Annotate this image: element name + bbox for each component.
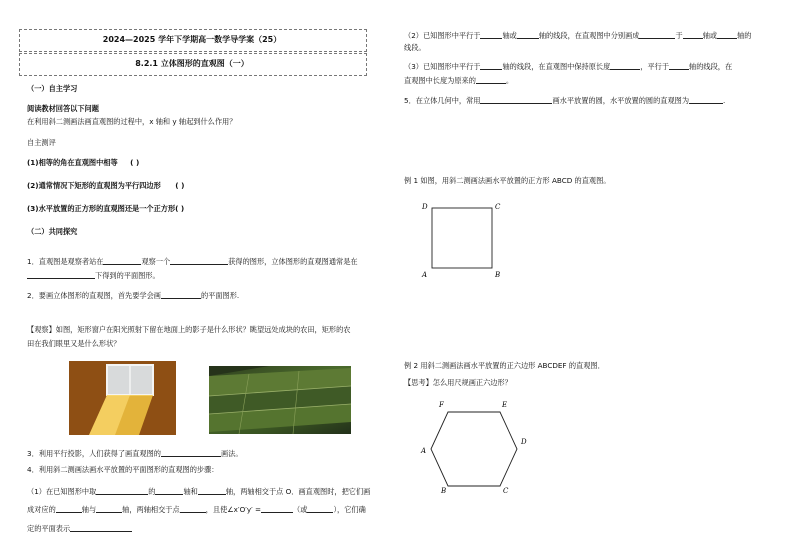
- para-5: [404, 95, 725, 106]
- r1-part-e: 轴或: [702, 31, 718, 40]
- step-2-line2: 线段。: [404, 43, 426, 52]
- s3-text: 定的平面表示: [27, 524, 71, 533]
- blank: [639, 30, 675, 39]
- p2-part-a: 2．要画立体图形的直观图，首先要学会画: [27, 291, 161, 300]
- blank: [476, 75, 506, 84]
- observe-line1: 【观察】如图，矩形窗户在阳光照射下留在地面上的影子是什么形状？眺望远处成块的农田，矩形的农: [27, 325, 351, 334]
- step-1-line1: [27, 486, 370, 497]
- para-1-line1: [27, 256, 358, 267]
- blank: [610, 61, 640, 70]
- p3-part-b: 画法。: [220, 449, 243, 458]
- blank: [180, 504, 206, 513]
- hex-label-c: C: [503, 487, 509, 495]
- square-abcd-figure: [415, 196, 510, 284]
- section-self-study: （一）自主学习: [27, 84, 78, 93]
- blank: [96, 486, 148, 495]
- r3-part-a: 5．在立体几何中，常用: [404, 96, 481, 105]
- r1-part-c: 轴的线段，在直观图中分别画成: [538, 31, 640, 40]
- self-test-heading: 自主测评: [27, 138, 56, 147]
- r2-part-f: 。: [505, 76, 514, 85]
- step-1-line2: [27, 504, 366, 515]
- observe-line2: 田在我们眼里又是什么形状？: [27, 339, 121, 348]
- hexagon-abcdef-figure: [418, 397, 533, 497]
- r3-part-b: 画水平放置的圆，水平放置的圆的直观图为: [552, 96, 690, 105]
- blank: [517, 30, 539, 39]
- blank: [480, 30, 502, 39]
- hex-label-d: D: [521, 438, 527, 446]
- test-item-3: (3)水平放置的正方形的直观图还是一个正方形( ): [27, 204, 185, 213]
- para-3: [27, 448, 243, 459]
- p1-part-c: 获得的图形，立体图形的直观图通常是在: [228, 257, 358, 266]
- test-item-1-paren: ( ): [130, 158, 140, 167]
- example-1: 例 1 如图，用斜二测画法画水平放置的正方形 ABCD 的直观图。: [404, 176, 611, 185]
- s2-part-f: ），它们确: [333, 505, 366, 514]
- p2-part-b: 的平面图形.: [200, 291, 240, 300]
- para-4: 4．利用斜二测画法画水平放置的平面图形的直观图的步骤：: [27, 465, 219, 474]
- example-2: 例 2 用斜二测画法画水平放置的正六边形 ABCDEF 的直观图．: [404, 361, 605, 370]
- page-title: 2024—2025 学年下学期高一数学导学案（25）: [102, 35, 282, 44]
- hex-label-e: E: [502, 401, 508, 409]
- reading-prompt: 阅读教材回答以下问题: [27, 104, 99, 113]
- blank: [170, 256, 228, 265]
- hex-label-a: A: [421, 447, 427, 455]
- hex-label-f: F: [439, 401, 444, 409]
- p3-part-a: 3．利用平行投影，人们获得了画直观图的: [27, 449, 161, 458]
- s1-part-d: 轴，两轴相交于点 O．画直观图时，把它们画: [225, 487, 371, 496]
- s1-part-c: 轴和: [183, 487, 198, 496]
- blank: [96, 504, 122, 513]
- hex-label-b: B: [441, 487, 447, 495]
- blank: [103, 256, 141, 265]
- test-item-2-paren: ( ): [175, 181, 185, 190]
- farmland-drawing: [209, 366, 351, 434]
- square-label-a: A: [422, 271, 428, 279]
- p1-part-b: 观察一个: [141, 257, 171, 266]
- s2-part-d: ，且使∠x′O′y′ =: [205, 505, 262, 514]
- blank: [198, 486, 226, 495]
- blank: [683, 30, 703, 39]
- para-1-line2: [27, 270, 160, 281]
- s1-part-a: （1）在已知图形中取: [27, 487, 97, 496]
- farmland-photo: [209, 366, 351, 434]
- r1-part-d: 于: [675, 31, 683, 40]
- step-2-line1: [404, 30, 751, 41]
- r2-part-b: 轴的线段，在直观图中保持原长度: [502, 62, 611, 71]
- page-subtitle: 8.2.1 立体图形的直观图（一）: [135, 59, 249, 68]
- blank: [689, 95, 726, 105]
- r1-part-a: （2）已知图形中平行于: [404, 31, 481, 40]
- s2-part-c: 轴，两轴相交于点: [122, 505, 180, 514]
- section-co-explore: （二）共同探究: [27, 227, 78, 236]
- blank: [27, 270, 95, 279]
- p1-part-a: 1．直观图是观察者站在: [27, 257, 104, 266]
- test-item-1-text: (1)相等的角在直观图中相等: [27, 158, 118, 167]
- think-prompt: 【思考】怎么用尺规画正六边形？: [404, 378, 512, 387]
- test-item-1: [27, 158, 139, 168]
- s2-part-e: （或: [293, 505, 308, 514]
- blank: [480, 95, 552, 104]
- p1-part-d: 下得到的平面图形。: [95, 271, 160, 280]
- r2-part-e: 直观图中长度为原来的: [404, 76, 476, 85]
- step-3-line2: [404, 75, 513, 86]
- r1-part-f: 轴的: [737, 31, 752, 40]
- r2-part-c: ，平行于: [640, 62, 670, 71]
- test-item-2-text: (2)通常情况下矩形的直观图为平行四边形: [27, 181, 161, 190]
- blank: [155, 486, 183, 495]
- square-label-d: D: [422, 203, 428, 211]
- blank: [56, 504, 82, 513]
- blank: [717, 30, 737, 39]
- r2-part-d: 轴的线段，在: [689, 62, 733, 71]
- test-item-2: [27, 181, 184, 191]
- blank: [70, 523, 132, 532]
- window-shadow-drawing: [69, 361, 176, 435]
- window-shadow-photo: [69, 361, 176, 435]
- para-2: [27, 290, 239, 301]
- r2-part-a: （3）已知图形中平行于: [404, 62, 481, 71]
- s1-part-b: 的: [148, 487, 156, 496]
- s2-part-b: 轴与: [81, 505, 97, 514]
- s2-part-a: 成对应的: [27, 505, 56, 514]
- blank: [261, 504, 293, 513]
- square-label-b: B: [495, 271, 501, 279]
- step-3-line1: [404, 61, 732, 72]
- step-1-line3: [27, 523, 132, 534]
- blank: [161, 290, 201, 299]
- blank: [307, 504, 333, 513]
- question-axes: 在利用斜二测画法画直观图的过程中，x 轴和 y 轴起到什么作用？: [27, 117, 237, 126]
- r3-part-c: .: [723, 96, 726, 105]
- square-label-c: C: [495, 203, 501, 211]
- r1-part-b: 轴或: [502, 31, 517, 40]
- blank: [480, 61, 502, 70]
- blank: [161, 448, 221, 457]
- blank: [669, 61, 689, 70]
